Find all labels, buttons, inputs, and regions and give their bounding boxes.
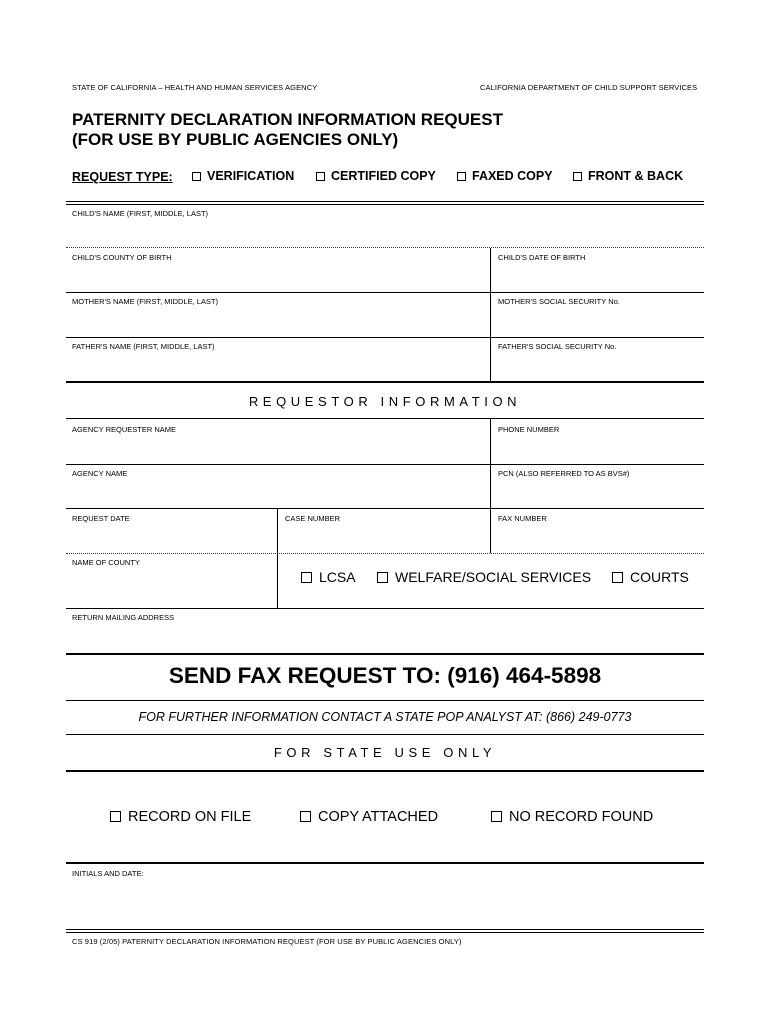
column-divider (277, 509, 278, 608)
fathers-ssn-field[interactable] (491, 352, 704, 380)
divider (66, 700, 704, 701)
checkbox-icon[interactable] (110, 811, 121, 822)
divider (66, 508, 704, 509)
initials-date-label: INITIALS AND DATE: (72, 869, 144, 878)
fathers-name-label: FATHER'S NAME (FIRST, MIDDLE, LAST) (72, 342, 215, 351)
agency-header-right: CALIFORNIA DEPARTMENT OF CHILD SUPPORT SERVICES (480, 83, 698, 92)
column-divider (490, 419, 491, 553)
no-record-found-option[interactable]: NO RECORD FOUND (491, 809, 653, 825)
divider (66, 204, 704, 205)
divider (66, 929, 704, 930)
divider (66, 553, 704, 554)
name-of-county-field[interactable] (66, 568, 277, 606)
divider (66, 653, 704, 655)
name-of-county-label: NAME OF COUNTY (72, 558, 140, 567)
pcn-field[interactable] (491, 479, 704, 507)
divider (66, 418, 704, 419)
childs-name-label: CHILD'S NAME (FIRST, MIDDLE, LAST) (72, 209, 209, 218)
checkbox-icon[interactable] (300, 811, 311, 822)
divider (66, 247, 704, 248)
request-date-label: REQUEST DATE (72, 514, 130, 523)
case-number-label: CASE NUMBER (285, 514, 341, 523)
form-id-footer: CS 919 (2/05) PATERNITY DECLARATION INFORMATION REQUEST (FOR USE BY PUBLIC AGENCIES ONLY) (72, 937, 462, 946)
agency-name-label: AGENCY NAME (72, 469, 128, 478)
phone-number-field[interactable] (491, 435, 704, 463)
return-address-field[interactable] (66, 623, 704, 651)
fathers-ssn-label: FATHER'S SOCIAL SECURITY No. (498, 342, 617, 351)
return-address-label: RETURN MAILING ADDRESS (72, 613, 175, 622)
agency-requester-name-label: AGENCY REQUESTER NAME (72, 425, 177, 434)
state-use-heading: FOR STATE USE ONLY (273, 745, 497, 760)
contact-line: FOR FURTHER INFORMATION CONTACT A STATE POP ANALYST AT: (866) 249-0773 (138, 710, 632, 724)
divider (66, 932, 704, 933)
case-number-field[interactable] (278, 524, 490, 552)
divider (66, 201, 704, 202)
fax-number-field[interactable] (491, 524, 704, 552)
childs-dob-label: CHILD'S DATE OF BIRTH (498, 253, 586, 262)
divider (66, 734, 704, 735)
childs-county-field[interactable] (66, 263, 490, 291)
county-option-courts[interactable]: COURTS (612, 569, 689, 585)
agency-name-field[interactable] (66, 479, 490, 507)
childs-name-field[interactable] (66, 218, 704, 246)
request-date-field[interactable] (66, 524, 277, 552)
county-option-welfare[interactable]: WELFARE/SOCIAL SERVICES (377, 569, 591, 585)
childs-dob-field[interactable] (491, 263, 704, 291)
divider (66, 608, 704, 609)
checkbox-icon[interactable] (301, 572, 312, 583)
form-title-line1: PATERNITY DECLARATION INFORMATION REQUEST (72, 110, 503, 129)
request-type-certified-copy[interactable]: CERTIFIED COPY (316, 169, 436, 183)
copy-attached-option[interactable]: COPY ATTACHED (300, 809, 438, 825)
divider (66, 381, 704, 383)
fax-number-label: FAX NUMBER (498, 514, 547, 523)
mothers-name-field[interactable] (66, 307, 490, 335)
mothers-name-label: MOTHER'S NAME (FIRST, MIDDLE, LAST) (72, 297, 219, 306)
requestor-heading: REQUESTOR INFORMATION (248, 394, 522, 409)
request-type-front-back[interactable]: FRONT & BACK (573, 169, 683, 183)
mothers-ssn-field[interactable] (491, 307, 704, 335)
divider (66, 292, 704, 293)
phone-number-label: PHONE NUMBER (498, 425, 560, 434)
divider (66, 770, 704, 772)
checkbox-icon[interactable] (192, 172, 201, 181)
agency-header-left: STATE OF CALIFORNIA – HEALTH AND HUMAN SERVICES AGENCY (72, 83, 318, 92)
checkbox-icon[interactable] (457, 172, 466, 181)
form-title (72, 110, 503, 150)
divider (66, 464, 704, 465)
pcn-label: PCN (ALSO REFERRED TO AS BVS#) (498, 469, 630, 478)
checkbox-icon[interactable] (316, 172, 325, 181)
initials-date-field[interactable] (66, 880, 704, 926)
record-on-file-option[interactable]: RECORD ON FILE (110, 809, 251, 825)
checkbox-icon[interactable] (573, 172, 582, 181)
form-title-line2: (FOR USE BY PUBLIC AGENCIES ONLY) (72, 130, 399, 149)
childs-county-label: CHILD'S COUNTY OF BIRTH (72, 253, 172, 262)
column-divider (490, 248, 491, 381)
divider (66, 862, 704, 864)
agency-requester-name-field[interactable] (66, 435, 490, 463)
request-type-verification[interactable]: VERIFICATION (192, 169, 294, 183)
checkbox-icon[interactable] (491, 811, 502, 822)
fathers-name-field[interactable] (66, 352, 490, 380)
request-type-label: REQUEST TYPE: (72, 170, 173, 184)
mothers-ssn-label: MOTHER'S SOCIAL SECURITY No. (498, 297, 620, 306)
county-option-lcsa[interactable]: LCSA (301, 569, 356, 585)
divider (66, 337, 704, 338)
checkbox-icon[interactable] (612, 572, 623, 583)
checkbox-icon[interactable] (377, 572, 388, 583)
fax-request-line: SEND FAX REQUEST TO: (916) 464-5898 (168, 663, 602, 688)
request-type-faxed-copy[interactable]: FAXED COPY (457, 169, 553, 183)
